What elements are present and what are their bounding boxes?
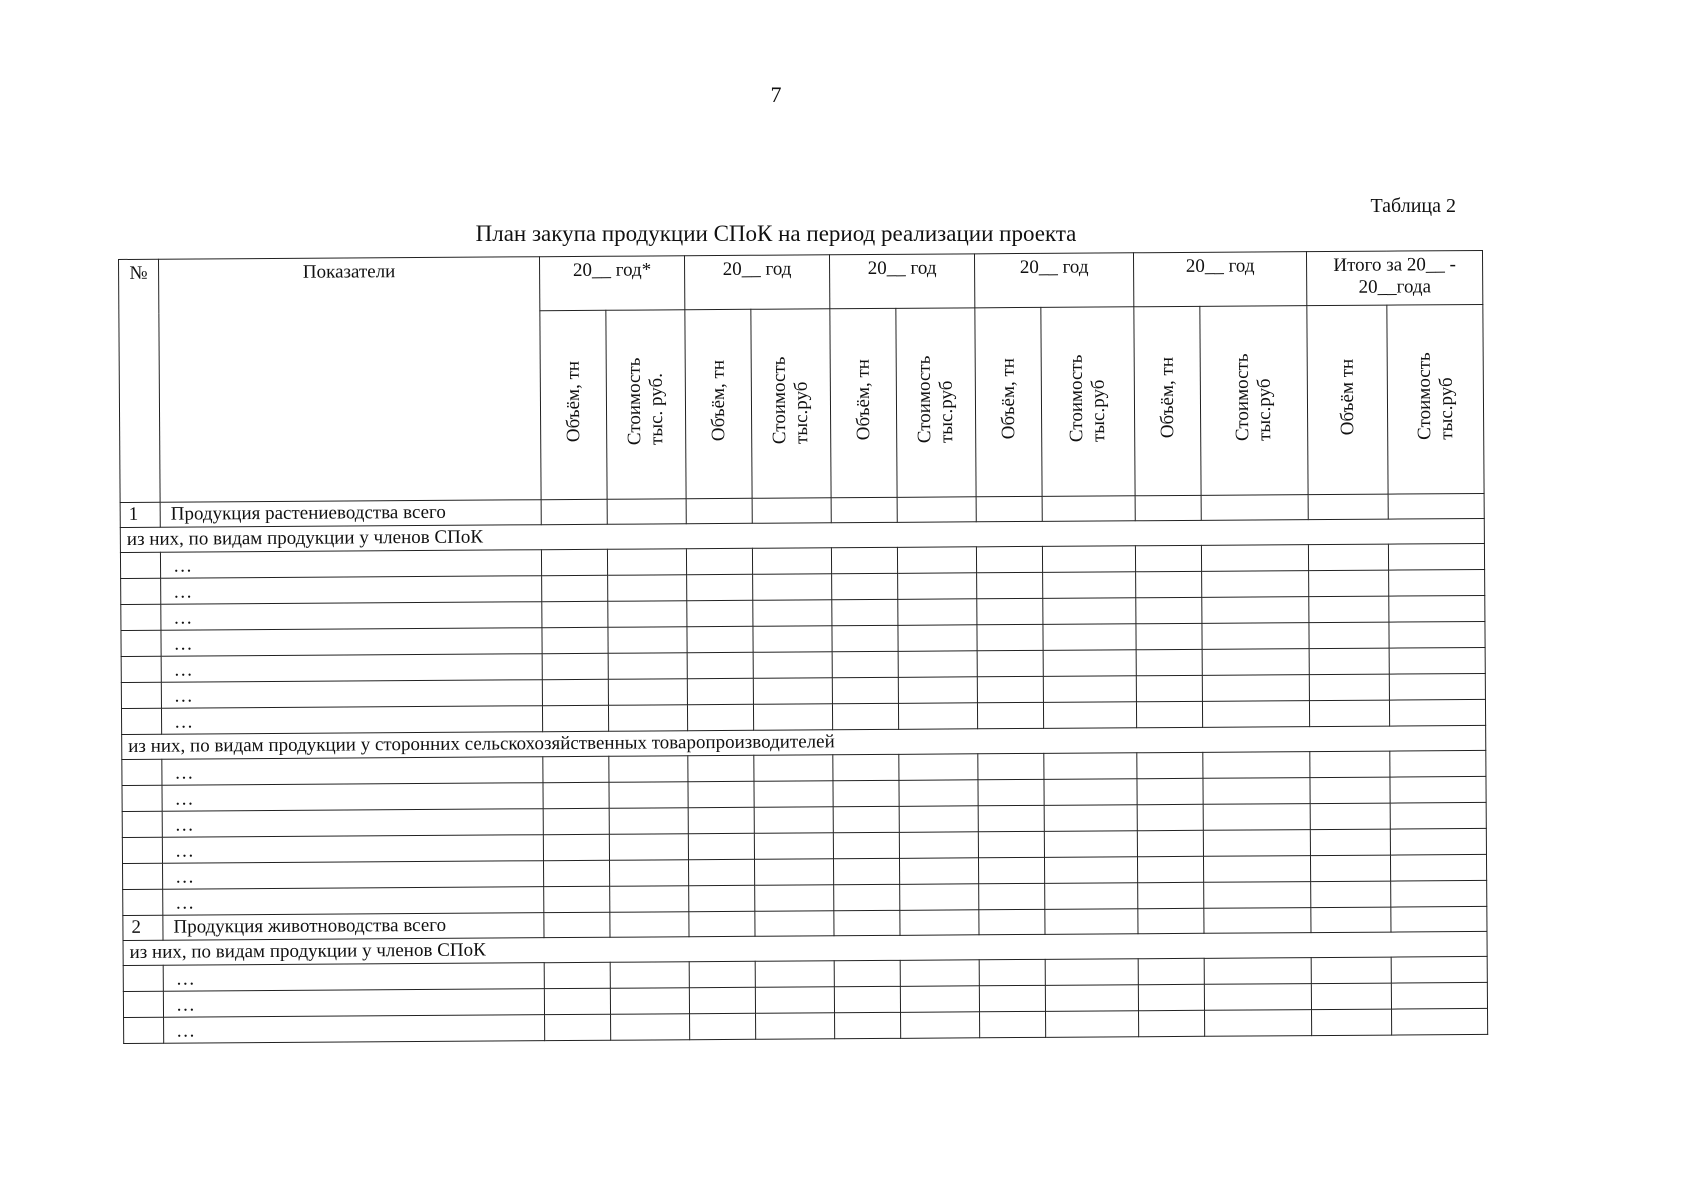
value-cell[interactable] — [1203, 804, 1310, 831]
value-cell[interactable] — [609, 756, 688, 783]
value-cell[interactable] — [1138, 856, 1204, 882]
value-cell[interactable] — [832, 677, 898, 703]
row-number-cell[interactable] — [123, 863, 163, 889]
vertical-header-text: Объём, тн — [852, 359, 874, 441]
row-number-cell[interactable] — [121, 630, 161, 656]
value-cell[interactable] — [543, 808, 609, 834]
value-cell[interactable] — [755, 885, 834, 912]
value-cell[interactable] — [1310, 700, 1390, 727]
value-cell[interactable] — [1202, 623, 1309, 650]
value-cell[interactable] — [542, 627, 608, 653]
item-label[interactable]: … — [162, 809, 543, 838]
value-cell[interactable] — [1391, 956, 1487, 983]
value-cell[interactable] — [1044, 753, 1137, 780]
column-header-cost — [751, 309, 831, 499]
value-cell[interactable] — [1044, 702, 1137, 729]
value-cell[interactable] — [544, 962, 610, 988]
value-cell[interactable] — [976, 546, 1042, 572]
value-cell[interactable] — [688, 807, 754, 833]
value-cell[interactable] — [1137, 830, 1203, 856]
item-label[interactable]: … — [163, 861, 544, 890]
section-title: Продукция растениеводства всего — [160, 500, 541, 528]
value-cell[interactable] — [1311, 881, 1391, 908]
value-cell[interactable] — [610, 886, 689, 913]
value-cell[interactable] — [1137, 804, 1203, 830]
value-cell[interactable] — [608, 627, 687, 654]
value-cell[interactable] — [1391, 982, 1487, 1009]
value-cell[interactable] — [1204, 856, 1311, 883]
value-cell[interactable] — [1044, 831, 1137, 858]
value-cell[interactable] — [1136, 675, 1202, 701]
column-header-volume — [830, 308, 897, 497]
item-label[interactable]: … — [161, 680, 542, 709]
value-cell[interactable] — [607, 549, 686, 576]
value-cell[interactable] — [1310, 803, 1390, 830]
procurement-plan-table — [118, 250, 1488, 1044]
value-cell[interactable] — [1204, 958, 1311, 985]
value-cell[interactable] — [977, 676, 1043, 702]
column-header-year: 20__ год — [1134, 252, 1307, 307]
row-number-cell[interactable] — [122, 837, 162, 863]
value-cell[interactable] — [687, 600, 753, 626]
value-cell[interactable] — [898, 625, 977, 652]
row-number-cell[interactable] — [121, 604, 161, 630]
procurement-plan-sheet — [118, 250, 1487, 1044]
item-label[interactable]: … — [160, 550, 541, 579]
value-cell[interactable] — [977, 650, 1043, 676]
value-cell[interactable] — [898, 573, 977, 600]
value-cell[interactable] — [754, 755, 833, 782]
value-cell[interactable] — [756, 1013, 835, 1040]
value-cell[interactable] — [542, 653, 608, 679]
column-header-cost — [606, 310, 686, 500]
table-label: Таблица 2 — [1370, 195, 1456, 217]
value-cell[interactable] — [611, 1014, 690, 1041]
value-cell[interactable] — [1389, 621, 1485, 648]
row-number-cell[interactable] — [122, 759, 162, 785]
value-cell[interactable] — [832, 703, 898, 729]
vertical-header-text: Стоимость тыс.руб — [768, 356, 813, 445]
value-cell[interactable] — [899, 806, 978, 833]
value-cell[interactable] — [753, 600, 832, 627]
value-cell[interactable] — [831, 497, 897, 522]
value-cell[interactable] — [1202, 675, 1309, 702]
table-header — [119, 250, 1485, 502]
value-cell[interactable] — [541, 549, 607, 575]
value-cell[interactable] — [980, 1011, 1046, 1037]
column-header-volume — [540, 310, 607, 499]
value-cell[interactable] — [1045, 959, 1138, 986]
value-cell[interactable] — [544, 988, 610, 1014]
value-cell[interactable] — [1388, 543, 1484, 570]
value-cell[interactable] — [609, 834, 688, 861]
value-cell[interactable] — [752, 548, 831, 575]
value-cell[interactable] — [610, 988, 689, 1015]
value-cell[interactable] — [754, 833, 833, 860]
value-cell[interactable] — [609, 782, 688, 809]
value-cell[interactable] — [544, 886, 610, 912]
group-title: из них, по видам продукции у членов СПоК — [120, 518, 1484, 552]
value-cell[interactable] — [1201, 545, 1308, 572]
value-cell[interactable] — [542, 679, 608, 705]
value-cell[interactable] — [753, 704, 832, 731]
document-title: План закупа продукции СПоК на период реализации проекта — [475, 221, 1077, 246]
value-cell[interactable] — [1389, 673, 1485, 700]
value-cell[interactable] — [1136, 571, 1202, 597]
value-cell[interactable] — [1202, 597, 1309, 624]
value-cell[interactable] — [898, 651, 977, 678]
value-cell[interactable] — [977, 598, 1043, 624]
item-label[interactable]: … — [162, 783, 543, 812]
row-number-cell[interactable] — [123, 965, 163, 991]
column-header-cost — [1387, 304, 1484, 494]
value-cell[interactable] — [1137, 778, 1203, 804]
value-cell[interactable] — [1043, 598, 1136, 625]
column-header-number: № — [119, 259, 161, 502]
value-cell[interactable] — [753, 574, 832, 601]
item-label[interactable]: … — [161, 654, 542, 683]
value-cell[interactable] — [1044, 805, 1137, 832]
value-cell[interactable] — [898, 703, 977, 730]
value-cell[interactable] — [689, 987, 755, 1013]
value-cell[interactable] — [1042, 496, 1135, 522]
value-cell[interactable] — [1203, 778, 1310, 805]
value-cell[interactable] — [1311, 957, 1391, 984]
value-cell[interactable] — [1042, 546, 1135, 573]
value-cell[interactable] — [979, 883, 1045, 909]
value-cell[interactable] — [832, 651, 898, 677]
value-cell[interactable] — [1389, 647, 1485, 674]
value-cell[interactable] — [1389, 595, 1485, 622]
column-header-total: Итого за 20__ - 20__года — [1307, 250, 1483, 305]
value-cell[interactable] — [1043, 676, 1136, 703]
column-header-volume — [975, 307, 1042, 496]
value-cell[interactable] — [1311, 855, 1391, 882]
vertical-header-text: Объём, тн — [707, 360, 729, 442]
value-cell[interactable] — [1138, 908, 1204, 933]
vertical-header-text: Объём тн — [1336, 358, 1358, 436]
value-cell[interactable] — [755, 911, 834, 937]
section-title: Продукция животноводства всего — [163, 913, 544, 941]
value-cell[interactable] — [1309, 648, 1389, 675]
row-number-cell[interactable] — [122, 811, 162, 837]
value-cell[interactable] — [1310, 777, 1390, 804]
row-number-cell[interactable] — [122, 785, 162, 811]
value-cell[interactable] — [1203, 752, 1310, 779]
item-label[interactable]: … — [164, 1015, 545, 1044]
column-header-volume — [1134, 306, 1201, 495]
vertical-header-text: Стоимость тыс.руб — [1065, 354, 1110, 443]
value-cell[interactable] — [690, 1013, 756, 1039]
value-cell[interactable] — [833, 780, 899, 806]
value-cell[interactable] — [899, 780, 978, 807]
column-header-year: 20__ год* — [539, 256, 684, 311]
value-cell[interactable] — [541, 499, 607, 524]
row-number-cell[interactable] — [124, 1017, 164, 1043]
value-cell[interactable] — [609, 860, 688, 887]
value-cell[interactable] — [1138, 958, 1204, 984]
value-cell[interactable] — [1390, 699, 1486, 726]
value-cell[interactable] — [1309, 570, 1389, 597]
value-cell[interactable] — [755, 961, 834, 988]
value-cell[interactable] — [1391, 906, 1487, 932]
vertical-header-text: Объём, тн — [1156, 357, 1178, 439]
row-number-cell[interactable] — [123, 889, 163, 915]
value-cell[interactable] — [1135, 495, 1201, 520]
value-cell[interactable] — [900, 960, 979, 987]
value-cell[interactable] — [979, 959, 1045, 985]
value-cell[interactable] — [1045, 883, 1138, 910]
item-label[interactable]: … — [161, 576, 542, 605]
value-cell[interactable] — [1044, 779, 1137, 806]
value-cell[interactable] — [1310, 829, 1390, 856]
value-cell[interactable] — [1043, 624, 1136, 651]
value-cell[interactable] — [754, 781, 833, 808]
value-cell[interactable] — [542, 601, 608, 627]
value-cell[interactable] — [977, 572, 1043, 598]
value-cell[interactable] — [610, 912, 689, 938]
value-cell[interactable] — [1203, 701, 1310, 728]
value-cell[interactable] — [1045, 985, 1138, 1012]
value-cell[interactable] — [833, 754, 899, 780]
row-number-cell[interactable] — [121, 656, 161, 682]
value-cell[interactable] — [835, 1012, 901, 1038]
value-cell[interactable] — [688, 833, 754, 859]
value-cell[interactable] — [1135, 545, 1201, 571]
value-cell[interactable] — [832, 573, 898, 599]
column-header-volume — [1307, 305, 1388, 495]
value-cell[interactable] — [1309, 596, 1389, 623]
value-cell[interactable] — [689, 859, 755, 885]
value-cell[interactable] — [1045, 857, 1138, 884]
value-cell[interactable] — [608, 575, 687, 602]
value-cell[interactable] — [899, 832, 978, 859]
value-cell[interactable] — [833, 832, 899, 858]
header-year-row — [119, 250, 1483, 313]
section-number: 1 — [120, 502, 160, 527]
vertical-header-text: Стоимость тыс.руб — [913, 355, 958, 444]
value-cell[interactable] — [834, 986, 900, 1012]
value-cell[interactable] — [1045, 909, 1138, 935]
value-cell[interactable] — [1311, 907, 1391, 933]
row-number-cell[interactable] — [121, 682, 161, 708]
section-number: 2 — [123, 915, 163, 940]
table-body — [120, 493, 1488, 1043]
value-cell[interactable] — [1139, 1010, 1205, 1036]
value-cell[interactable] — [897, 497, 976, 523]
value-cell[interactable] — [608, 601, 687, 628]
page-number: 7 — [770, 82, 782, 107]
value-cell[interactable] — [1138, 984, 1204, 1010]
value-cell[interactable] — [897, 547, 976, 574]
value-cell[interactable] — [1389, 569, 1485, 596]
value-cell[interactable] — [1205, 1010, 1312, 1037]
row-number-cell[interactable] — [121, 708, 161, 734]
value-cell[interactable] — [1202, 571, 1309, 598]
value-cell[interactable] — [754, 807, 833, 834]
value-cell[interactable] — [687, 652, 753, 678]
value-cell[interactable] — [542, 575, 608, 601]
row-number-cell[interactable] — [121, 578, 161, 604]
value-cell[interactable] — [979, 857, 1045, 883]
value-cell[interactable] — [1201, 495, 1308, 521]
value-cell[interactable] — [1308, 544, 1388, 571]
group-title: из них, по видам продукции у сторонних сельскохозяйственных товаропроизводителей — [122, 725, 1486, 759]
column-header-cost — [1041, 307, 1135, 497]
value-cell[interactable] — [1136, 597, 1202, 623]
value-cell[interactable] — [609, 808, 688, 835]
value-cell[interactable] — [1043, 572, 1136, 599]
value-cell[interactable] — [976, 496, 1042, 521]
value-cell[interactable] — [834, 884, 900, 910]
value-cell[interactable] — [755, 859, 834, 886]
value-cell[interactable] — [978, 805, 1044, 831]
value-cell[interactable] — [687, 704, 753, 730]
value-cell[interactable] — [1390, 802, 1486, 829]
value-cell[interactable] — [689, 961, 755, 987]
column-header-year: 20__ год — [975, 253, 1134, 308]
value-cell[interactable] — [608, 679, 687, 706]
column-header-year: 20__ год — [830, 254, 975, 309]
value-cell[interactable] — [753, 678, 832, 705]
value-cell[interactable] — [834, 858, 900, 884]
value-cell[interactable] — [610, 962, 689, 989]
value-cell[interactable] — [1390, 750, 1486, 777]
column-header-volume — [685, 309, 752, 498]
value-cell[interactable] — [1392, 1008, 1488, 1035]
value-cell[interactable] — [1202, 649, 1309, 676]
item-label[interactable]: … — [161, 628, 542, 657]
value-cell[interactable] — [901, 1012, 980, 1039]
value-cell[interactable] — [1046, 1011, 1139, 1038]
value-cell[interactable] — [608, 653, 687, 680]
value-cell[interactable] — [1388, 493, 1484, 519]
value-cell[interactable] — [1308, 494, 1388, 520]
vertical-header-text: Объём, тн — [997, 358, 1019, 440]
value-cell[interactable] — [1203, 830, 1310, 857]
group-title: из них, по видам продукции у членов СПоК — [123, 931, 1487, 965]
value-cell[interactable] — [542, 705, 608, 731]
value-cell[interactable] — [544, 912, 610, 937]
item-label[interactable]: … — [163, 963, 544, 992]
value-cell[interactable] — [1204, 882, 1311, 909]
value-cell[interactable] — [687, 574, 753, 600]
value-cell[interactable] — [1390, 828, 1486, 855]
value-cell[interactable] — [1136, 623, 1202, 649]
value-cell[interactable] — [832, 625, 898, 651]
value-cell[interactable] — [689, 885, 755, 911]
value-cell[interactable] — [755, 987, 834, 1014]
value-cell[interactable] — [1137, 701, 1203, 727]
value-cell[interactable] — [898, 599, 977, 626]
item-label[interactable]: … — [161, 706, 542, 735]
value-cell[interactable] — [1390, 776, 1486, 803]
column-header-cost — [1200, 306, 1308, 496]
value-cell[interactable] — [545, 1014, 611, 1040]
vertical-header-text: Стоимость тыс.руб — [1413, 352, 1457, 441]
value-cell[interactable] — [979, 985, 1045, 1011]
value-cell[interactable] — [899, 754, 978, 781]
value-cell[interactable] — [753, 626, 832, 653]
value-cell[interactable] — [900, 858, 979, 885]
value-cell[interactable] — [1204, 984, 1311, 1011]
value-cell[interactable] — [834, 910, 900, 935]
value-cell[interactable] — [1391, 880, 1487, 907]
value-cell[interactable] — [900, 910, 979, 936]
value-cell[interactable] — [687, 626, 753, 652]
value-cell[interactable] — [978, 779, 1044, 805]
value-cell[interactable] — [831, 547, 897, 573]
value-cell[interactable] — [607, 499, 686, 525]
value-cell[interactable] — [687, 678, 753, 704]
vertical-header-text: Стоимость тыс. руб. — [623, 357, 668, 446]
column-header-year: 20__ год — [685, 255, 830, 310]
value-cell[interactable] — [1391, 854, 1487, 881]
item-label[interactable]: … — [163, 989, 544, 1018]
value-cell[interactable] — [543, 860, 609, 886]
value-cell[interactable] — [608, 705, 687, 732]
value-cell[interactable] — [543, 756, 609, 782]
value-cell[interactable] — [1311, 983, 1391, 1010]
value-cell[interactable] — [752, 498, 831, 524]
value-cell[interactable] — [688, 755, 754, 781]
vertical-header-text: Объём, тн — [562, 361, 584, 443]
value-cell[interactable] — [689, 911, 755, 936]
value-cell[interactable] — [1136, 649, 1202, 675]
value-cell[interactable] — [1204, 908, 1311, 934]
value-cell[interactable] — [686, 498, 752, 523]
value-cell[interactable] — [1310, 751, 1390, 778]
value-cell[interactable] — [978, 753, 1044, 779]
value-cell[interactable] — [1309, 622, 1389, 649]
item-label[interactable]: … — [161, 602, 542, 631]
value-cell[interactable] — [977, 624, 1043, 650]
item-label[interactable]: … — [162, 835, 543, 864]
value-cell[interactable] — [688, 781, 754, 807]
row-number-cell[interactable] — [120, 552, 160, 578]
item-label[interactable]: … — [162, 757, 543, 786]
column-header-cost — [896, 308, 976, 498]
value-cell[interactable] — [1138, 882, 1204, 908]
item-label[interactable]: … — [163, 887, 544, 916]
value-cell[interactable] — [833, 806, 899, 832]
value-cell[interactable] — [979, 909, 1045, 934]
value-cell[interactable] — [686, 548, 752, 574]
vertical-header-text: Стоимость тыс.руб — [1231, 353, 1276, 442]
row-number-cell[interactable] — [123, 991, 163, 1017]
value-cell[interactable] — [898, 677, 977, 704]
value-cell[interactable] — [543, 782, 609, 808]
value-cell[interactable] — [834, 960, 900, 986]
value-cell[interactable] — [543, 834, 609, 860]
value-cell[interactable] — [1043, 650, 1136, 677]
value-cell[interactable] — [900, 986, 979, 1013]
value-cell[interactable] — [978, 831, 1044, 857]
value-cell[interactable] — [900, 884, 979, 911]
value-cell[interactable] — [1309, 674, 1389, 701]
value-cell[interactable] — [978, 702, 1044, 728]
value-cell[interactable] — [832, 599, 898, 625]
value-cell[interactable] — [1312, 1009, 1392, 1036]
column-header-indicators: Показатели — [159, 257, 542, 503]
value-cell[interactable] — [1137, 752, 1203, 778]
value-cell[interactable] — [753, 652, 832, 679]
